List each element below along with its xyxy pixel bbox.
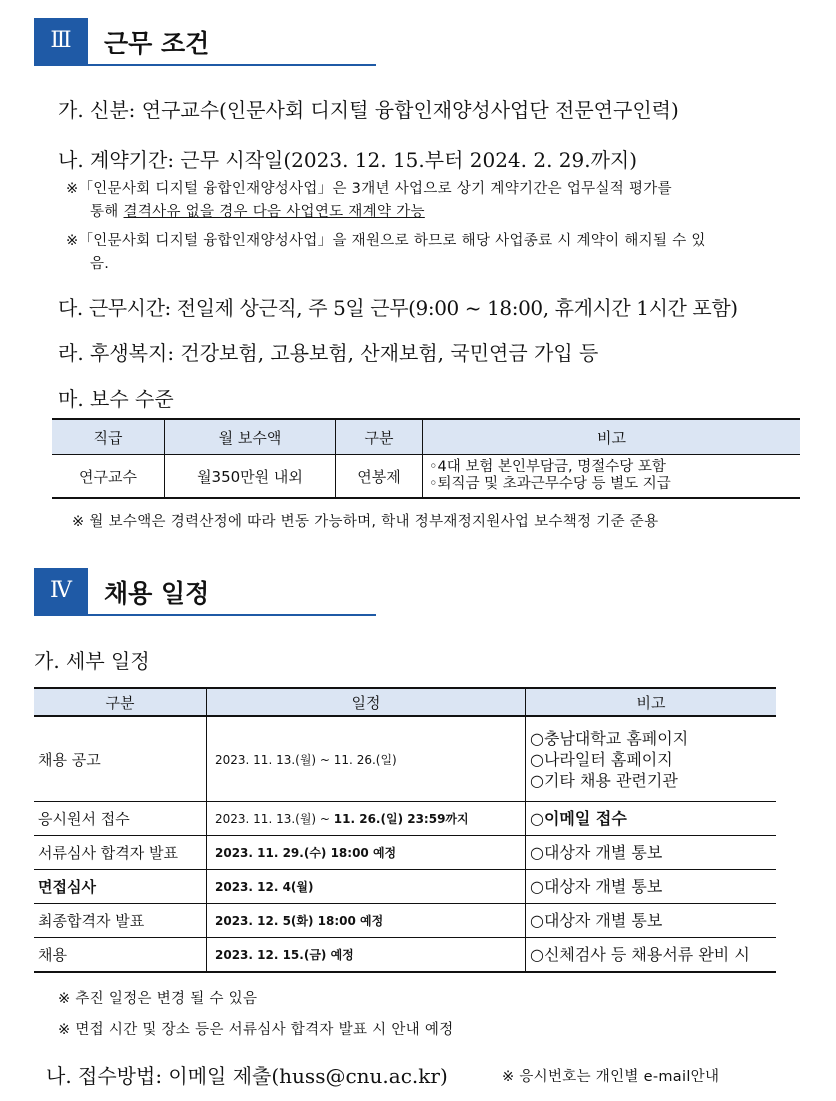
contract-note-2-line-1: ※「인문사회 디지털 융합인재양성사업」을 재원으로 하므로 해당 사업종료 시 계약이 해지될 수 있 xyxy=(66,233,706,249)
contract-note-1-line-2a: 통해 xyxy=(90,204,124,220)
schedule-step: 최종합격자 발표 xyxy=(34,904,207,938)
section-3-title: 근무 조건 xyxy=(104,29,210,58)
pay-header-salary: 월 보수액 xyxy=(165,419,336,455)
schedule-date-end: 11. 26.(일) 23:59까지 xyxy=(333,812,469,826)
schedule-remark xyxy=(526,716,777,802)
schedule-note-1: ※ 추진 일정은 변경 될 수 있음 xyxy=(58,991,258,1007)
schedule-date: 2023. 11. 29.(수) 18:00 예정 xyxy=(207,836,526,870)
pay-header-type: 구분 xyxy=(336,419,423,455)
schedule-remark-line: ○기타 채용 관련기관 xyxy=(530,770,678,790)
pay-remark xyxy=(423,455,801,499)
schedule-date: 2023. 12. 4(월) xyxy=(207,870,526,904)
schedule-subtitle: 가. 세부 일정 xyxy=(34,649,150,673)
pay-note: ※ 월 보수액은 경력산정에 따라 변동 가능하며, 학내 정부재정지원사업 보수책정 기준 준용 xyxy=(72,514,659,530)
section-3-number: Ⅲ xyxy=(34,18,88,64)
item-welfare: 라. 후생복지: 건강보험, 고용보험, 산재보험, 국민연금 가입 등 xyxy=(58,341,599,365)
schedule-remark: ○이메일 접수 xyxy=(526,802,777,836)
pay-rank: 연구교수 xyxy=(52,455,165,499)
schedule-note-2: ※ 면접 시간 및 장소 등은 서류심사 합격자 발표 시 안내 예정 xyxy=(58,1022,454,1038)
item-contract-period: 나. 계약기간: 근무 시작일(2023. 12. 15.부터 2024. 2. 29.까지) xyxy=(58,148,638,172)
pay-table-header xyxy=(52,419,800,455)
table-row xyxy=(34,904,776,938)
schedule-table-header xyxy=(34,688,776,716)
section-4-title: 채용 일정 xyxy=(104,579,210,608)
pay-header-rank: 직급 xyxy=(52,419,165,455)
table-row xyxy=(34,716,776,802)
schedule-header-date: 일정 xyxy=(207,688,526,716)
schedule-table xyxy=(34,687,776,973)
pay-salary: 월350만원 내외 xyxy=(165,455,336,499)
pay-remark-1: ◦4대 보험 본인부담금, 명절수당 포함 xyxy=(429,459,666,475)
table-row xyxy=(34,870,776,904)
contract-note-2-line-2: 음. xyxy=(90,256,110,272)
schedule-header-remark: 비고 xyxy=(526,688,777,716)
schedule-step: 면접심사 xyxy=(34,870,207,904)
schedule-remark: ○대상자 개별 통보 xyxy=(526,870,777,904)
pay-table xyxy=(52,418,800,499)
section-3-header xyxy=(34,18,376,66)
schedule-date xyxy=(207,802,526,836)
application-method: 나. 접수방법: 이메일 제출(huss@cnu.ac.kr) xyxy=(46,1064,448,1088)
pay-remark-2: ◦퇴직금 및 초과근무수당 등 별도 지급 xyxy=(429,476,671,492)
contract-note-1-line-1: ※「인문사회 디지털 융합인재양성사업」은 3개년 사업으로 상기 계약기간은 업무실적 평가를 xyxy=(66,181,672,197)
section-4-header xyxy=(34,568,376,616)
schedule-remark: ○대상자 개별 통보 xyxy=(526,836,777,870)
item-pay-level: 마. 보수 수준 xyxy=(58,387,174,411)
schedule-step: 응시원서 접수 xyxy=(34,802,207,836)
schedule-header-step: 구분 xyxy=(34,688,207,716)
pay-table-row xyxy=(52,455,800,499)
schedule-step: 서류심사 합격자 발표 xyxy=(34,836,207,870)
application-method-note: ※ 응시번호는 개인별 e-mail안내 xyxy=(502,1069,720,1085)
schedule-remark-line: ○나라일터 홈페이지 xyxy=(530,749,673,769)
contract-note-1-line-2 xyxy=(90,200,425,221)
schedule-date: 2023. 12. 15.(금) 예정 xyxy=(207,938,526,973)
schedule-date: 2023. 11. 13.(월) ~ 11. 26.(일) xyxy=(207,716,526,802)
schedule-remark-line: ○충남대학교 홈페이지 xyxy=(530,728,689,748)
schedule-date: 2023. 12. 5(화) 18:00 예정 xyxy=(207,904,526,938)
schedule-step: 채용 공고 xyxy=(34,716,207,802)
item-status: 가. 신분: 연구교수(인문사회 디지털 융합인재양성사업단 전문연구인력) xyxy=(58,98,679,122)
contract-note-1-underlined: 결격사유 없을 경우 다음 사업연도 재계약 가능 xyxy=(123,204,425,220)
schedule-date-start: 2023. 11. 13.(월) ~ xyxy=(215,812,334,826)
schedule-remark: ○신체검사 등 채용서류 완비 시 xyxy=(526,938,777,973)
table-row xyxy=(34,938,776,973)
pay-type: 연봉제 xyxy=(336,455,423,499)
table-row xyxy=(34,836,776,870)
pay-header-remark: 비고 xyxy=(423,419,801,455)
section-4-number: Ⅳ xyxy=(34,568,88,614)
table-row xyxy=(34,802,776,836)
item-work-hours: 다. 근무시간: 전일제 상근직, 주 5일 근무(9:00 ~ 18:00, 휴게시간 1시간 포함) xyxy=(58,296,738,320)
schedule-step: 채용 xyxy=(34,938,207,973)
schedule-remark: ○대상자 개별 통보 xyxy=(526,904,777,938)
